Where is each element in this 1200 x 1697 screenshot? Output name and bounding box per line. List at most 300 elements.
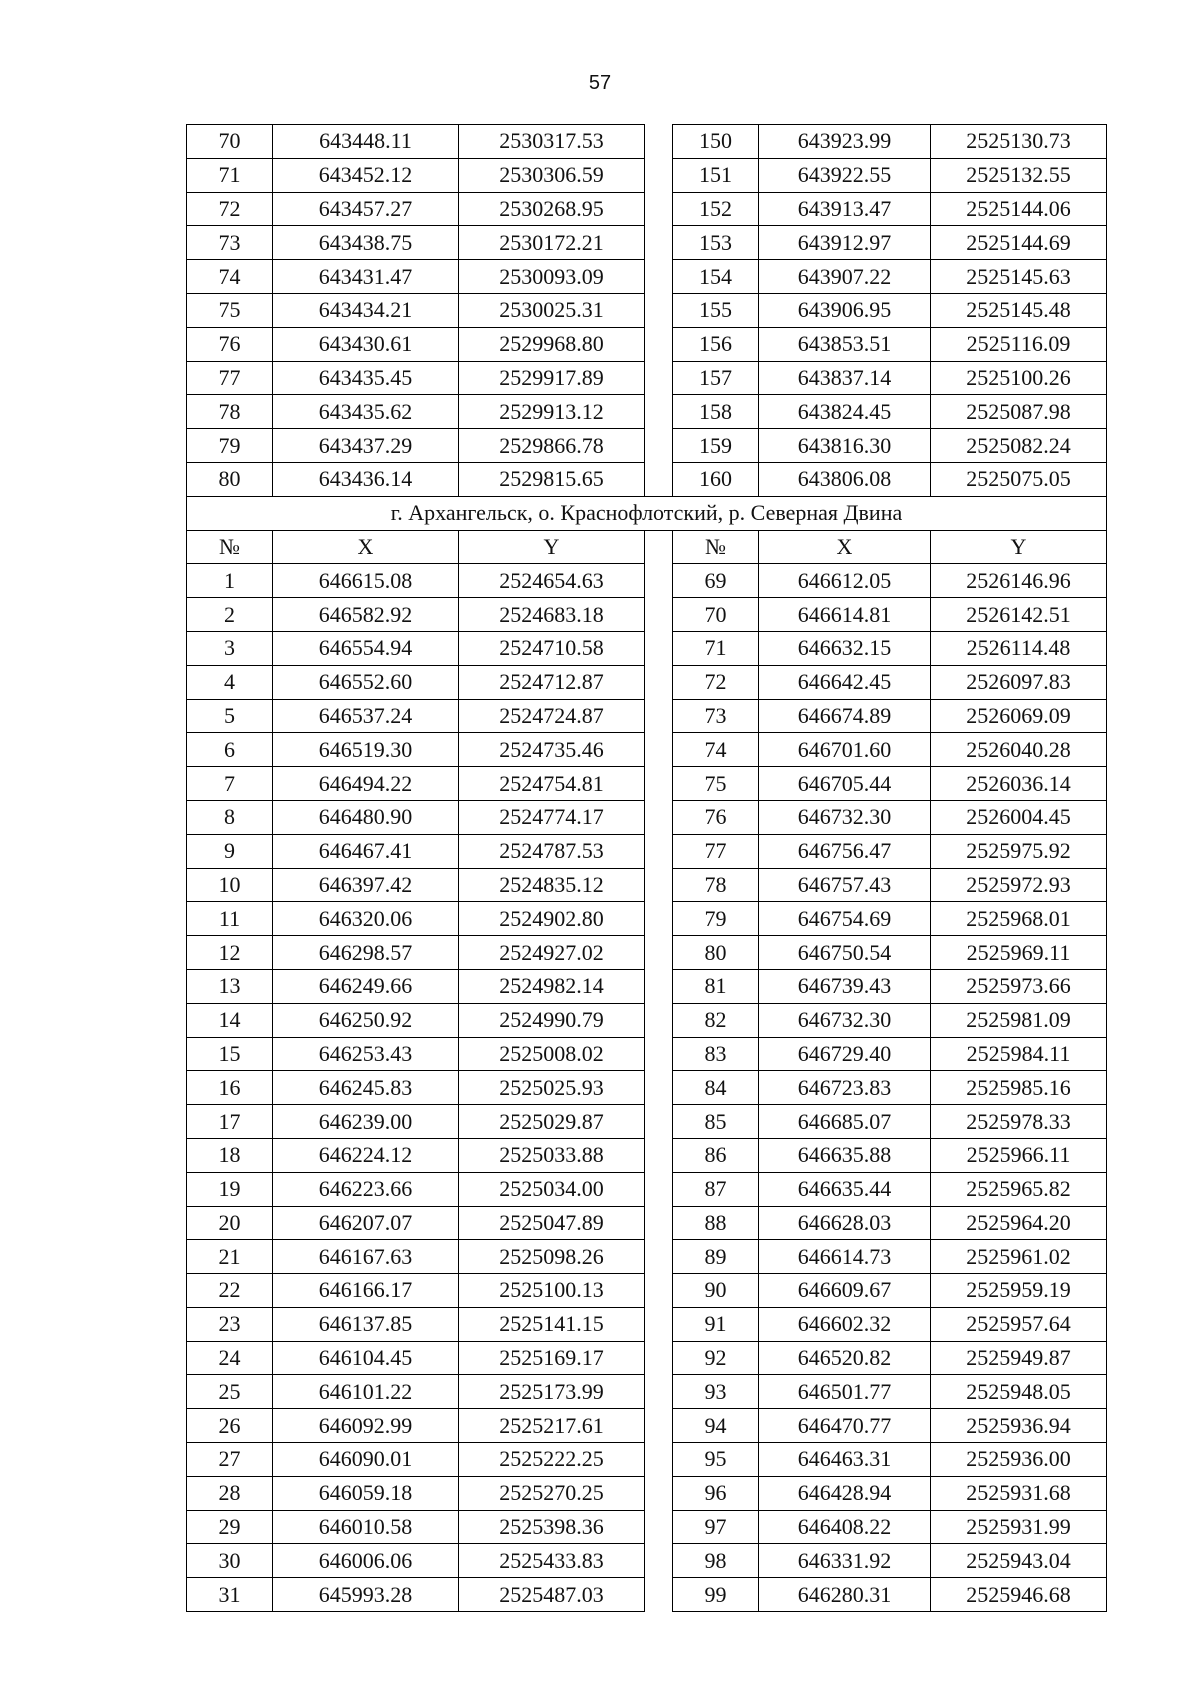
point-number-cell: 72 bbox=[673, 665, 759, 699]
point-number-cell: 7 bbox=[187, 767, 273, 801]
table-row bbox=[187, 1375, 1107, 1409]
y-coordinate-cell: 2525144.06 bbox=[931, 192, 1107, 226]
column-gap bbox=[645, 1443, 673, 1477]
y-coordinate-cell: 2525173.99 bbox=[459, 1375, 645, 1409]
point-number-cell: 98 bbox=[673, 1544, 759, 1578]
section-title-row bbox=[187, 496, 1107, 530]
x-coordinate-cell: 646470.77 bbox=[759, 1409, 931, 1443]
column-gap bbox=[645, 1578, 673, 1612]
point-number-cell: 86 bbox=[673, 1138, 759, 1172]
column-gap bbox=[645, 125, 673, 159]
point-number-cell: 76 bbox=[673, 800, 759, 834]
point-number-cell: 83 bbox=[673, 1037, 759, 1071]
x-coordinate-cell: 646632.15 bbox=[759, 631, 931, 665]
x-coordinate-cell: 646520.82 bbox=[759, 1341, 931, 1375]
y-coordinate-cell: 2530172.21 bbox=[459, 226, 645, 260]
y-coordinate-cell: 2525222.25 bbox=[459, 1443, 645, 1477]
point-number-cell: 73 bbox=[673, 699, 759, 733]
point-number-cell: 93 bbox=[673, 1375, 759, 1409]
x-coordinate-cell: 646554.94 bbox=[273, 631, 459, 665]
point-number-cell: 31 bbox=[187, 1578, 273, 1612]
point-number-cell: 79 bbox=[187, 429, 273, 463]
y-coordinate-cell: 2526069.09 bbox=[931, 699, 1107, 733]
x-coordinate-cell: 646732.30 bbox=[759, 800, 931, 834]
point-number-cell: 4 bbox=[187, 665, 273, 699]
y-coordinate-cell: 2529815.65 bbox=[459, 462, 645, 496]
table-row bbox=[187, 1240, 1107, 1274]
y-coordinate-cell: 2529913.12 bbox=[459, 395, 645, 429]
y-coordinate-cell: 2526146.96 bbox=[931, 564, 1107, 598]
point-number-cell: 10 bbox=[187, 868, 273, 902]
y-coordinate-cell: 2525931.68 bbox=[931, 1476, 1107, 1510]
y-coordinate-cell: 2524654.63 bbox=[459, 564, 645, 598]
y-coordinate-cell: 2525959.19 bbox=[931, 1274, 1107, 1308]
point-number-cell: 26 bbox=[187, 1409, 273, 1443]
x-coordinate-cell: 646428.94 bbox=[759, 1476, 931, 1510]
table-row bbox=[187, 1544, 1107, 1578]
table-row bbox=[187, 361, 1107, 395]
x-coordinate-cell: 643457.27 bbox=[273, 192, 459, 226]
table-row bbox=[187, 1578, 1107, 1612]
y-coordinate-cell: 2525981.09 bbox=[931, 1003, 1107, 1037]
x-coordinate-cell: 646732.30 bbox=[759, 1003, 931, 1037]
y-coordinate-cell: 2526036.14 bbox=[931, 767, 1107, 801]
x-coordinate-cell: 646705.44 bbox=[759, 767, 931, 801]
y-coordinate-cell: 2526097.83 bbox=[931, 665, 1107, 699]
y-coordinate-cell: 2525034.00 bbox=[459, 1172, 645, 1206]
column-gap bbox=[645, 733, 673, 767]
column-gap bbox=[645, 1274, 673, 1308]
table-row bbox=[187, 1341, 1107, 1375]
column-gap bbox=[645, 598, 673, 632]
table-row bbox=[187, 969, 1107, 1003]
point-number-cell: 25 bbox=[187, 1375, 273, 1409]
x-coordinate-cell: 643452.12 bbox=[273, 158, 459, 192]
table-row bbox=[187, 800, 1107, 834]
column-gap bbox=[645, 192, 673, 226]
column-header: № bbox=[187, 530, 273, 564]
table-row bbox=[187, 936, 1107, 970]
point-number-cell: 158 bbox=[673, 395, 759, 429]
y-coordinate-cell: 2524754.81 bbox=[459, 767, 645, 801]
y-coordinate-cell: 2525487.03 bbox=[459, 1578, 645, 1612]
table-row bbox=[187, 327, 1107, 361]
point-number-cell: 156 bbox=[673, 327, 759, 361]
point-number-cell: 91 bbox=[673, 1307, 759, 1341]
y-coordinate-cell: 2524835.12 bbox=[459, 868, 645, 902]
y-coordinate-cell: 2524787.53 bbox=[459, 834, 645, 868]
point-number-cell: 151 bbox=[673, 158, 759, 192]
column-gap bbox=[645, 1544, 673, 1578]
point-number-cell: 88 bbox=[673, 1206, 759, 1240]
y-coordinate-cell: 2524982.14 bbox=[459, 969, 645, 1003]
point-number-cell: 11 bbox=[187, 902, 273, 936]
x-coordinate-cell: 646090.01 bbox=[273, 1443, 459, 1477]
column-header: Y bbox=[931, 530, 1107, 564]
point-number-cell: 29 bbox=[187, 1510, 273, 1544]
table-row bbox=[187, 1206, 1107, 1240]
y-coordinate-cell: 2525145.48 bbox=[931, 293, 1107, 327]
point-number-cell: 82 bbox=[673, 1003, 759, 1037]
x-coordinate-cell: 646635.88 bbox=[759, 1138, 931, 1172]
x-coordinate-cell: 646701.60 bbox=[759, 733, 931, 767]
y-coordinate-cell: 2530306.59 bbox=[459, 158, 645, 192]
x-coordinate-cell: 643913.47 bbox=[759, 192, 931, 226]
point-number-cell: 70 bbox=[673, 598, 759, 632]
table-row bbox=[187, 1510, 1107, 1544]
point-number-cell: 78 bbox=[673, 868, 759, 902]
x-coordinate-cell: 646739.43 bbox=[759, 969, 931, 1003]
point-number-cell: 155 bbox=[673, 293, 759, 327]
point-number-cell: 157 bbox=[673, 361, 759, 395]
column-gap bbox=[645, 1375, 673, 1409]
point-number-cell: 79 bbox=[673, 902, 759, 936]
x-coordinate-cell: 646642.45 bbox=[759, 665, 931, 699]
x-coordinate-cell: 646750.54 bbox=[759, 936, 931, 970]
section-title: г. Архангельск, о. Краснофлотский, р. Северная Двина bbox=[187, 496, 1107, 530]
table-row bbox=[187, 1105, 1107, 1139]
column-gap bbox=[645, 1138, 673, 1172]
x-coordinate-cell: 643435.45 bbox=[273, 361, 459, 395]
y-coordinate-cell: 2526114.48 bbox=[931, 631, 1107, 665]
y-coordinate-cell: 2524774.17 bbox=[459, 800, 645, 834]
column-gap bbox=[645, 1172, 673, 1206]
y-coordinate-cell: 2524724.87 bbox=[459, 699, 645, 733]
column-gap bbox=[645, 462, 673, 496]
point-number-cell: 14 bbox=[187, 1003, 273, 1037]
column-gap bbox=[645, 1510, 673, 1544]
point-number-cell: 71 bbox=[187, 158, 273, 192]
x-coordinate-cell: 646729.40 bbox=[759, 1037, 931, 1071]
y-coordinate-cell: 2525398.36 bbox=[459, 1510, 645, 1544]
x-coordinate-cell: 646253.43 bbox=[273, 1037, 459, 1071]
y-coordinate-cell: 2525936.00 bbox=[931, 1443, 1107, 1477]
x-coordinate-cell: 646615.08 bbox=[273, 564, 459, 598]
point-number-cell: 77 bbox=[187, 361, 273, 395]
y-coordinate-cell: 2525087.98 bbox=[931, 395, 1107, 429]
y-coordinate-cell: 2525975.92 bbox=[931, 834, 1107, 868]
y-coordinate-cell: 2525973.66 bbox=[931, 969, 1107, 1003]
x-coordinate-cell: 643837.14 bbox=[759, 361, 931, 395]
x-coordinate-cell: 646614.73 bbox=[759, 1240, 931, 1274]
point-number-cell: 18 bbox=[187, 1138, 273, 1172]
x-coordinate-cell: 646628.03 bbox=[759, 1206, 931, 1240]
y-coordinate-cell: 2524712.87 bbox=[459, 665, 645, 699]
x-coordinate-cell: 646397.42 bbox=[273, 868, 459, 902]
column-gap bbox=[645, 1105, 673, 1139]
y-coordinate-cell: 2525949.87 bbox=[931, 1341, 1107, 1375]
point-number-cell: 28 bbox=[187, 1476, 273, 1510]
y-coordinate-cell: 2530025.31 bbox=[459, 293, 645, 327]
y-coordinate-cell: 2525968.01 bbox=[931, 902, 1107, 936]
column-header: X bbox=[759, 530, 931, 564]
x-coordinate-cell: 646059.18 bbox=[273, 1476, 459, 1510]
point-number-cell: 13 bbox=[187, 969, 273, 1003]
point-number-cell: 24 bbox=[187, 1341, 273, 1375]
y-coordinate-cell: 2529866.78 bbox=[459, 429, 645, 463]
point-number-cell: 6 bbox=[187, 733, 273, 767]
point-number-cell: 80 bbox=[673, 936, 759, 970]
point-number-cell: 95 bbox=[673, 1443, 759, 1477]
x-coordinate-cell: 643907.22 bbox=[759, 260, 931, 294]
point-number-cell: 94 bbox=[673, 1409, 759, 1443]
table-row bbox=[187, 1274, 1107, 1308]
y-coordinate-cell: 2525936.94 bbox=[931, 1409, 1107, 1443]
y-coordinate-cell: 2525946.68 bbox=[931, 1578, 1107, 1612]
y-coordinate-cell: 2530093.09 bbox=[459, 260, 645, 294]
y-coordinate-cell: 2525008.02 bbox=[459, 1037, 645, 1071]
x-coordinate-cell: 646537.24 bbox=[273, 699, 459, 733]
x-coordinate-cell: 646010.58 bbox=[273, 1510, 459, 1544]
y-coordinate-cell: 2526040.28 bbox=[931, 733, 1107, 767]
point-number-cell: 90 bbox=[673, 1274, 759, 1308]
table-row bbox=[187, 1037, 1107, 1071]
y-coordinate-cell: 2525961.02 bbox=[931, 1240, 1107, 1274]
y-coordinate-cell: 2525075.05 bbox=[931, 462, 1107, 496]
x-coordinate-cell: 643923.99 bbox=[759, 125, 931, 159]
point-number-cell: 5 bbox=[187, 699, 273, 733]
y-coordinate-cell: 2525169.17 bbox=[459, 1341, 645, 1375]
y-coordinate-cell: 2525132.55 bbox=[931, 158, 1107, 192]
table-row bbox=[187, 767, 1107, 801]
x-coordinate-cell: 643436.14 bbox=[273, 462, 459, 496]
point-number-cell: 1 bbox=[187, 564, 273, 598]
x-coordinate-cell: 646223.66 bbox=[273, 1172, 459, 1206]
x-coordinate-cell: 646612.05 bbox=[759, 564, 931, 598]
point-number-cell: 152 bbox=[673, 192, 759, 226]
table-row bbox=[187, 395, 1107, 429]
column-gap bbox=[645, 834, 673, 868]
point-number-cell: 72 bbox=[187, 192, 273, 226]
header-row bbox=[187, 530, 1107, 564]
y-coordinate-cell: 2525957.64 bbox=[931, 1307, 1107, 1341]
x-coordinate-cell: 646298.57 bbox=[273, 936, 459, 970]
x-coordinate-cell: 646280.31 bbox=[759, 1578, 931, 1612]
column-gap bbox=[645, 1240, 673, 1274]
point-number-cell: 9 bbox=[187, 834, 273, 868]
y-coordinate-cell: 2529917.89 bbox=[459, 361, 645, 395]
y-coordinate-cell: 2525100.26 bbox=[931, 361, 1107, 395]
x-coordinate-cell: 646756.47 bbox=[759, 834, 931, 868]
point-number-cell: 160 bbox=[673, 462, 759, 496]
point-number-cell: 30 bbox=[187, 1544, 273, 1578]
y-coordinate-cell: 2525217.61 bbox=[459, 1409, 645, 1443]
table-row bbox=[187, 429, 1107, 463]
point-number-cell: 74 bbox=[187, 260, 273, 294]
point-number-cell: 78 bbox=[187, 395, 273, 429]
y-coordinate-cell: 2525082.24 bbox=[931, 429, 1107, 463]
point-number-cell: 80 bbox=[187, 462, 273, 496]
y-coordinate-cell: 2525433.83 bbox=[459, 1544, 645, 1578]
column-gap bbox=[645, 767, 673, 801]
point-number-cell: 92 bbox=[673, 1341, 759, 1375]
table-row bbox=[187, 462, 1107, 496]
y-coordinate-cell: 2525984.11 bbox=[931, 1037, 1107, 1071]
y-coordinate-cell: 2524710.58 bbox=[459, 631, 645, 665]
x-coordinate-cell: 643922.55 bbox=[759, 158, 931, 192]
x-coordinate-cell: 643816.30 bbox=[759, 429, 931, 463]
column-gap bbox=[645, 1037, 673, 1071]
column-gap bbox=[645, 1071, 673, 1105]
x-coordinate-cell: 643435.62 bbox=[273, 395, 459, 429]
y-coordinate-cell: 2530268.95 bbox=[459, 192, 645, 226]
y-coordinate-cell: 2529968.80 bbox=[459, 327, 645, 361]
x-coordinate-cell: 643431.47 bbox=[273, 260, 459, 294]
point-number-cell: 23 bbox=[187, 1307, 273, 1341]
table-row bbox=[187, 733, 1107, 767]
x-coordinate-cell: 646494.22 bbox=[273, 767, 459, 801]
point-number-cell: 76 bbox=[187, 327, 273, 361]
x-coordinate-cell: 646104.45 bbox=[273, 1341, 459, 1375]
point-number-cell: 75 bbox=[187, 293, 273, 327]
x-coordinate-cell: 646602.32 bbox=[759, 1307, 931, 1341]
point-number-cell: 20 bbox=[187, 1206, 273, 1240]
column-gap bbox=[645, 1476, 673, 1510]
column-gap bbox=[645, 936, 673, 970]
x-coordinate-cell: 643806.08 bbox=[759, 462, 931, 496]
column-gap bbox=[645, 395, 673, 429]
point-number-cell: 70 bbox=[187, 125, 273, 159]
y-coordinate-cell: 2524990.79 bbox=[459, 1003, 645, 1037]
y-coordinate-cell: 2525141.15 bbox=[459, 1307, 645, 1341]
column-gap bbox=[645, 902, 673, 936]
x-coordinate-cell: 646635.44 bbox=[759, 1172, 931, 1206]
y-coordinate-cell: 2525969.11 bbox=[931, 936, 1107, 970]
table-row bbox=[187, 834, 1107, 868]
x-coordinate-cell: 643430.61 bbox=[273, 327, 459, 361]
y-coordinate-cell: 2526142.51 bbox=[931, 598, 1107, 632]
table-row bbox=[187, 1307, 1107, 1341]
column-gap bbox=[645, 665, 673, 699]
column-gap bbox=[645, 327, 673, 361]
x-coordinate-cell: 643906.95 bbox=[759, 293, 931, 327]
y-coordinate-cell: 2525029.87 bbox=[459, 1105, 645, 1139]
x-coordinate-cell: 643438.75 bbox=[273, 226, 459, 260]
y-coordinate-cell: 2525130.73 bbox=[931, 125, 1107, 159]
x-coordinate-cell: 646320.06 bbox=[273, 902, 459, 936]
x-coordinate-cell: 646245.83 bbox=[273, 1071, 459, 1105]
x-coordinate-cell: 643448.11 bbox=[273, 125, 459, 159]
x-coordinate-cell: 646166.17 bbox=[273, 1274, 459, 1308]
point-number-cell: 87 bbox=[673, 1172, 759, 1206]
y-coordinate-cell: 2525033.88 bbox=[459, 1138, 645, 1172]
point-number-cell: 17 bbox=[187, 1105, 273, 1139]
table-row bbox=[187, 699, 1107, 733]
y-coordinate-cell: 2524902.80 bbox=[459, 902, 645, 936]
point-number-cell: 15 bbox=[187, 1037, 273, 1071]
y-coordinate-cell: 2525985.16 bbox=[931, 1071, 1107, 1105]
x-coordinate-cell: 646674.89 bbox=[759, 699, 931, 733]
column-gap bbox=[645, 158, 673, 192]
table-row bbox=[187, 293, 1107, 327]
y-coordinate-cell: 2525270.25 bbox=[459, 1476, 645, 1510]
column-header: Y bbox=[459, 530, 645, 564]
x-coordinate-cell: 646519.30 bbox=[273, 733, 459, 767]
column-gap bbox=[645, 1003, 673, 1037]
table-row bbox=[187, 1409, 1107, 1443]
table-row bbox=[187, 1071, 1107, 1105]
point-number-cell: 81 bbox=[673, 969, 759, 1003]
column-gap bbox=[645, 293, 673, 327]
x-coordinate-cell: 646582.92 bbox=[273, 598, 459, 632]
coordinates-table bbox=[186, 124, 1107, 1612]
table-row bbox=[187, 1172, 1107, 1206]
column-header: № bbox=[673, 530, 759, 564]
column-gap bbox=[645, 530, 673, 564]
x-coordinate-cell: 646463.31 bbox=[759, 1443, 931, 1477]
y-coordinate-cell: 2524927.02 bbox=[459, 936, 645, 970]
x-coordinate-cell: 645993.28 bbox=[273, 1578, 459, 1612]
y-coordinate-cell: 2525098.26 bbox=[459, 1240, 645, 1274]
x-coordinate-cell: 646006.06 bbox=[273, 1544, 459, 1578]
table-row bbox=[187, 1443, 1107, 1477]
x-coordinate-cell: 646167.63 bbox=[273, 1240, 459, 1274]
x-coordinate-cell: 646239.00 bbox=[273, 1105, 459, 1139]
x-coordinate-cell: 643437.29 bbox=[273, 429, 459, 463]
y-coordinate-cell: 2525972.93 bbox=[931, 868, 1107, 902]
table-row bbox=[187, 665, 1107, 699]
y-coordinate-cell: 2525144.69 bbox=[931, 226, 1107, 260]
point-number-cell: 77 bbox=[673, 834, 759, 868]
point-number-cell: 27 bbox=[187, 1443, 273, 1477]
table-row bbox=[187, 564, 1107, 598]
column-gap bbox=[645, 361, 673, 395]
point-number-cell: 73 bbox=[187, 226, 273, 260]
point-number-cell: 159 bbox=[673, 429, 759, 463]
table-row bbox=[187, 226, 1107, 260]
column-gap bbox=[645, 969, 673, 1003]
column-gap bbox=[645, 1206, 673, 1240]
point-number-cell: 99 bbox=[673, 1578, 759, 1612]
x-coordinate-cell: 646137.85 bbox=[273, 1307, 459, 1341]
y-coordinate-cell: 2526004.45 bbox=[931, 800, 1107, 834]
y-coordinate-cell: 2530317.53 bbox=[459, 125, 645, 159]
point-number-cell: 71 bbox=[673, 631, 759, 665]
x-coordinate-cell: 646614.81 bbox=[759, 598, 931, 632]
y-coordinate-cell: 2525116.09 bbox=[931, 327, 1107, 361]
point-number-cell: 153 bbox=[673, 226, 759, 260]
table-row bbox=[187, 631, 1107, 665]
x-coordinate-cell: 646249.66 bbox=[273, 969, 459, 1003]
table-row bbox=[187, 1138, 1107, 1172]
column-gap bbox=[645, 631, 673, 665]
point-number-cell: 21 bbox=[187, 1240, 273, 1274]
point-number-cell: 19 bbox=[187, 1172, 273, 1206]
point-number-cell: 154 bbox=[673, 260, 759, 294]
point-number-cell: 89 bbox=[673, 1240, 759, 1274]
x-coordinate-cell: 646723.83 bbox=[759, 1071, 931, 1105]
x-coordinate-cell: 646250.92 bbox=[273, 1003, 459, 1037]
x-coordinate-cell: 646207.07 bbox=[273, 1206, 459, 1240]
y-coordinate-cell: 2525145.63 bbox=[931, 260, 1107, 294]
table-row bbox=[187, 598, 1107, 632]
point-number-cell: 22 bbox=[187, 1274, 273, 1308]
point-number-cell: 75 bbox=[673, 767, 759, 801]
column-header: X bbox=[273, 530, 459, 564]
y-coordinate-cell: 2525931.99 bbox=[931, 1510, 1107, 1544]
x-coordinate-cell: 643853.51 bbox=[759, 327, 931, 361]
point-number-cell: 12 bbox=[187, 936, 273, 970]
x-coordinate-cell: 643824.45 bbox=[759, 395, 931, 429]
x-coordinate-cell: 646757.43 bbox=[759, 868, 931, 902]
point-number-cell: 97 bbox=[673, 1510, 759, 1544]
table-row bbox=[187, 125, 1107, 159]
y-coordinate-cell: 2525965.82 bbox=[931, 1172, 1107, 1206]
y-coordinate-cell: 2524735.46 bbox=[459, 733, 645, 767]
column-gap bbox=[645, 868, 673, 902]
table-row bbox=[187, 868, 1107, 902]
table-row bbox=[187, 158, 1107, 192]
